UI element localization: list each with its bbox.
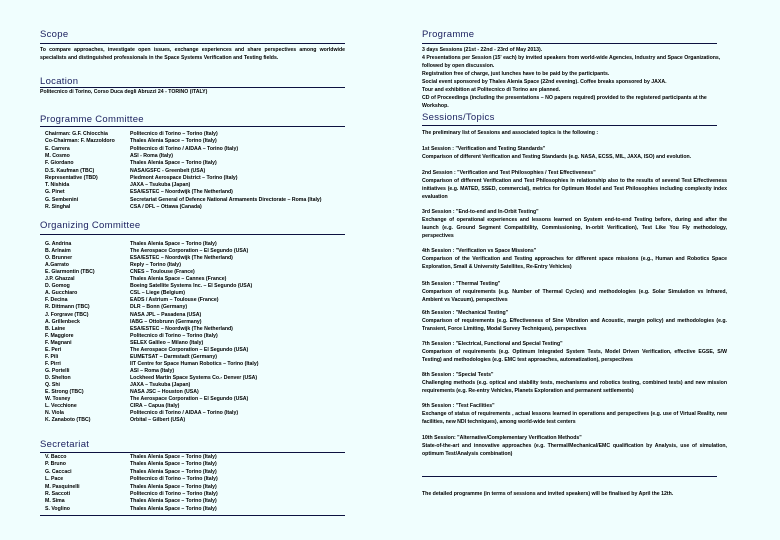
secretariat-heading: Secretariat bbox=[40, 439, 90, 450]
member-name: O. Brunner bbox=[45, 255, 73, 262]
member-name: G. Pinet bbox=[45, 189, 65, 196]
session-title: 10th Session: "Alternative/Complementary Verification Methods" bbox=[422, 435, 582, 441]
programme-line: 4 Presentations per Session (15' each) by invited speakers from world-wide Agencies, Industry and Space Organizations, followed by open discussion. bbox=[422, 55, 721, 69]
member-affiliation: IABG – Ottobrunn (Germany) bbox=[130, 318, 202, 325]
member-name: F. Pili bbox=[45, 353, 59, 360]
member-name: Chairman: G.F. Chiocchia bbox=[45, 131, 108, 137]
member-affiliation: JAXA – Tsukuba (Japan) bbox=[130, 182, 191, 189]
member-name: A. Grillenbeck bbox=[45, 318, 80, 325]
divider bbox=[40, 515, 345, 516]
member-name: D. Gomog bbox=[45, 283, 70, 290]
divider bbox=[40, 43, 345, 44]
member-affiliation: Piedmont Aerospace District – Torino (Italy) bbox=[130, 174, 238, 181]
member-affiliation: Politecnico di Torino / AIDAA – Torino (Italy) bbox=[130, 145, 239, 152]
member-affiliation: Thales Alenia Space – Torino (Italy) bbox=[130, 498, 217, 505]
member-name: G. Portelli bbox=[45, 367, 70, 374]
member-affiliation: IIT Centre for Space Human Robotics – Torino (Italy) bbox=[130, 360, 259, 367]
member-name: M. Cosmo bbox=[45, 152, 70, 159]
member-affiliation: Secretariat General of Defence National Armaments Directorate – Roma (Italy) bbox=[130, 196, 322, 203]
member-affiliation: EADS / Astrium – Toulouse (France) bbox=[130, 297, 219, 304]
member-name: M. Sima bbox=[45, 498, 65, 505]
member-affiliation: SELEX Galileo – Milano (Italy) bbox=[130, 339, 204, 346]
member-name: R. Dittmann (TBC) bbox=[45, 304, 90, 311]
member-name: S. Voglino bbox=[45, 505, 70, 512]
member-name: K. Zanaboto (TBC) bbox=[45, 417, 91, 424]
member-name: V. Bacco bbox=[45, 454, 67, 460]
session-item bbox=[422, 371, 727, 395]
divider bbox=[422, 43, 717, 44]
session-description: Comparison of requirements (e.g. Optimum Integrated System Tests, Model Driven Verification, effective EGSE, S/W Testing) and methodologies (e.g. EMC test approaches, automatization), perspectives bbox=[422, 349, 727, 363]
divider bbox=[40, 452, 345, 453]
member-name: E. Peri bbox=[45, 346, 62, 353]
member-affiliation: Thales Alenia Space – Cannes (France) bbox=[130, 276, 227, 283]
divider bbox=[422, 476, 717, 477]
member-affiliation: Boeing Satellite Systems Inc. – El Segundo (USA) bbox=[130, 283, 253, 290]
session-description: Comparison of requirements (e.g. Effectiveness of Sine Vibration and Acoustic, margin policy) and methodologies (e.g. Transient, Force Limiting, Modal Survey Techniques), perspectives bbox=[422, 318, 727, 332]
member-affiliation: JAXA – Tsukuba (Japan) bbox=[130, 382, 191, 388]
programme-line: Tour and exhibition at Politecnico di Torino are planned. bbox=[422, 87, 561, 93]
session-title: 4th Session : "Verification vs Space Missions" bbox=[422, 248, 537, 254]
member-affiliation: Thales Alenia Space – Torino (Italy) bbox=[130, 483, 217, 490]
session-title: 2nd Session : "Verification and Test Philosophies / Test Effectiveness" bbox=[422, 170, 596, 176]
scope-text: To compare approaches, investigate open issues, exchange experiences and share perspectives among worldwide specialists and distinguished professionals in the Space Systems Verification and Testing fields. bbox=[40, 47, 345, 61]
session-title: 7th Session : "Electrical, Functional and Special Testing" bbox=[422, 341, 563, 347]
session-title: 3rd Session : "End-to-end and In-Orbit Testing" bbox=[422, 209, 539, 215]
member-affiliation: DLR – Bonn (Germany) bbox=[130, 304, 188, 311]
member-affiliation: ESA/ESTEC – Noordwijk (The Netherland) bbox=[130, 189, 233, 196]
programme-committee-heading: Programme Committee bbox=[40, 114, 144, 125]
member-name: M. Pasquinelli bbox=[45, 483, 80, 490]
session-title: 6th Session : "Mechanical Testing" bbox=[422, 310, 509, 316]
session-description: Comparison of the Verification and Testing approaches for different space missions (e.g., Human and Robotics Space Exploration, Small & University Satellites, Re-Entry Vehicles) bbox=[422, 256, 727, 270]
member-name: E. Strong (TBC) bbox=[45, 389, 84, 396]
member-name: G. Sembenini bbox=[45, 196, 79, 203]
member-name: G. Caccaci bbox=[45, 468, 72, 475]
member-affiliation: CSL – Liege (Belgium) bbox=[130, 290, 185, 297]
sessions-heading: Sessions/Topics bbox=[422, 112, 495, 123]
member-affiliation: NASA JPL – Pasadena (USA) bbox=[130, 311, 202, 318]
member-affiliation: ASI - Roma (Italy) bbox=[130, 152, 173, 159]
session-item bbox=[422, 247, 727, 271]
scope-heading: Scope bbox=[40, 29, 69, 40]
location-heading: Location bbox=[40, 76, 79, 87]
member-affiliation: Reply – Torino (Italy) bbox=[130, 262, 181, 269]
member-affiliation: The Aerospace Corporation – El Segundo (USA) bbox=[130, 396, 249, 403]
session-title: 1st Session : "Verification and Testing Standards" bbox=[422, 146, 546, 152]
programme-line: CD of Proceedings (including the presentations – NO papers required) provided to the registered participants at the Workshop. bbox=[422, 95, 707, 109]
member-name: Representative (TBD) bbox=[45, 174, 98, 181]
member-name: Co-Chairman: F. Mazzoldoro bbox=[45, 138, 115, 145]
member-affiliation: Thales Alenia Space – Torino (Italy) bbox=[130, 138, 217, 145]
session-description: Exchange of status of requirements , actual lessons learned in operations and perspectives (e.g. use of Virtual Reality, new facilities, new NDI techniques), among world-wide test centers bbox=[422, 411, 727, 425]
session-item bbox=[422, 309, 727, 333]
programme-footer-note: The detailed programme (in terms of sessions and invited speakers) will be finalised by April the 12th. bbox=[422, 491, 674, 497]
member-affiliation: EUMETSAT – Darmstadt (Germany) bbox=[130, 353, 217, 360]
member-affiliation: Lockheed Martin Space Systems Co.- Denver (USA) bbox=[130, 374, 258, 381]
member-name: L. Pace bbox=[45, 476, 64, 483]
member-name: D. Shelton bbox=[45, 374, 71, 381]
session-title: 9th Session : "Test Facilities" bbox=[422, 403, 495, 409]
member-affiliation: NASA/GSFC - Greenbelt (USA) bbox=[130, 167, 206, 174]
session-item bbox=[422, 340, 727, 364]
member-affiliation: Thales Alenia Space – Torino (Italy) bbox=[130, 241, 217, 247]
location-text: Politecnico di Torino, Corso Duca degli Abruzzi 24 - TORINO (ITALY) bbox=[40, 89, 208, 95]
session-item bbox=[422, 434, 727, 458]
member-name: N. Viola bbox=[45, 410, 64, 417]
session-description: Comparison of different Verification and Testing Standards (e.g. NASA, ECSS, MIL, JAXA, ISO) and evolution. bbox=[422, 154, 692, 160]
member-name: F. Decina bbox=[45, 297, 68, 304]
member-name: J. Forgrave (TBC) bbox=[45, 311, 89, 318]
member-affiliation: Politecnico di Torino / AIDAA – Torino (Italy) bbox=[130, 410, 239, 417]
member-name: A.Garrato bbox=[45, 262, 69, 269]
session-title: 8th Session : "Special Tests" bbox=[422, 372, 494, 378]
member-affiliation: Politecnico di Torino – Torino (Italy) bbox=[130, 491, 218, 497]
programme-line: Registration free of charge, just lunches have to be paid by the participants. bbox=[422, 71, 610, 77]
member-affiliation: CNES – Toulouse (France) bbox=[130, 269, 195, 276]
divider bbox=[40, 234, 345, 235]
member-affiliation: Thales Alenia Space – Torino (Italy) bbox=[130, 454, 217, 460]
member-name: F. Maggiore bbox=[45, 332, 74, 339]
member-name: R. Saccoti bbox=[45, 491, 71, 497]
member-affiliation: Politecnico di Torino – Torino (Italy) bbox=[130, 131, 218, 137]
member-name: J.P. Ghazzal bbox=[45, 276, 75, 283]
member-affiliation: ESA/ESTEC – Noordwijk (The Netherland) bbox=[130, 255, 233, 262]
member-name: B. Laine bbox=[45, 325, 66, 332]
member-name: P. Bruno bbox=[45, 461, 66, 468]
session-item bbox=[422, 169, 727, 201]
divider bbox=[40, 126, 345, 127]
session-title: 5th Session : "Thermal Testing" bbox=[422, 281, 501, 287]
member-affiliation: CSA / DFL – Ottawa (Canada) bbox=[130, 204, 202, 210]
member-affiliation: ASI – Roma (Italy) bbox=[130, 367, 175, 374]
member-affiliation: Thales Alenia Space – Torino (Italy) bbox=[130, 505, 217, 512]
member-affiliation: The Aerospace Corporation – El Segundo (USA) bbox=[130, 248, 249, 255]
member-affiliation: NASA JSC – Houston (USA) bbox=[130, 389, 199, 396]
member-name: E. Carrera bbox=[45, 145, 70, 152]
member-name: G. Andrina bbox=[45, 241, 72, 247]
session-item bbox=[422, 402, 727, 426]
member-name: F. Pirri bbox=[45, 360, 61, 367]
member-affiliation: ESA/ESTEC – Noordwijk (The Netherland) bbox=[130, 325, 233, 332]
member-name: L. Vecchione bbox=[45, 403, 77, 410]
programme-text bbox=[422, 46, 727, 110]
member-affiliation: The Aerospace Corporation – El Segundo (USA) bbox=[130, 346, 249, 353]
session-description: Exchange of operational experiences and lessons learned on System end-to-end Testing before, during and after the launch (e.g. Ground Segment Compatibility, Commissioning, In-orbit Verification), Test Like You Fly methodology, perspectives bbox=[422, 217, 727, 239]
programme-line: 3 days Sessions (21st - 22nd - 23rd of May 2013). bbox=[422, 47, 543, 53]
session-description: State-of-the-art and innovative approaches (e.g. Thermal/Mechanical/EMC qualification by Analysis, use of simulation, optimum Test/Analysis combination) bbox=[422, 443, 727, 457]
session-description: Comparison of different Verification and Test Philosophies in relationship also to the results of several Test Effectiveness initiatives (e.g. MATED, SSED, commercial), metrics for Optimum Model and Test Philosophies including complexity index evaluation bbox=[422, 178, 727, 200]
member-affiliation: Politecnico di Torino – Torino (Italy) bbox=[130, 332, 218, 339]
member-name: F. Giordano bbox=[45, 160, 74, 167]
member-affiliation: Thales Alenia Space – Torino (Italy) bbox=[130, 468, 217, 475]
member-affiliation: Politecnico di Torino – Torino (Italy) bbox=[130, 476, 218, 483]
member-affiliation: Orbital – Gilbert (USA) bbox=[130, 417, 186, 424]
session-item bbox=[422, 280, 727, 304]
programme-line: Social event sponsored by Thales Alenia Space (22nd evening). Coffee breaks sponsored by JAXA. bbox=[422, 79, 667, 85]
member-affiliation: Thales Alenia Space – Torino (Italy) bbox=[130, 160, 217, 167]
member-name: E. Giarmontin (TBC) bbox=[45, 269, 95, 276]
member-name: D.S. Kaufman (TBC) bbox=[45, 167, 95, 174]
session-item bbox=[422, 145, 727, 161]
sessions-intro: The preliminary list of Sessions and associated topics is the following : bbox=[422, 130, 599, 136]
member-affiliation: Thales Alenia Space – Torino (Italy) bbox=[130, 461, 217, 468]
programme-heading: Programme bbox=[422, 29, 475, 40]
member-name: A. Gucchiaro bbox=[45, 290, 78, 297]
member-name: F. Magnani bbox=[45, 339, 72, 346]
member-name: B. Arlnaim bbox=[45, 248, 71, 255]
member-name: T. Nishida bbox=[45, 182, 70, 189]
member-name: W. Tosney bbox=[45, 396, 71, 403]
session-description: Challenging methods (e.g. optical and stability tests, mechanisms and robotics testing, combined tests) and new mission requirements (e.g. Re-entry Vehicles, Planets Exploration and permanent settlements) bbox=[422, 380, 727, 394]
organizing-committee-heading: Organizing Committee bbox=[40, 220, 141, 231]
member-name: R. Singhal bbox=[45, 204, 71, 210]
session-description: Comparison of requirements (e.g. Number of Thermal Cycles) and methodologies (e.g. Solar Simulation vs Infrared, Ambient vs Vacuum), perspectives bbox=[422, 289, 727, 303]
member-name: Q. Shi bbox=[45, 382, 60, 388]
session-item bbox=[422, 208, 727, 240]
member-affiliation: CIRA – Capua (Italy) bbox=[130, 403, 180, 410]
divider bbox=[422, 125, 717, 126]
